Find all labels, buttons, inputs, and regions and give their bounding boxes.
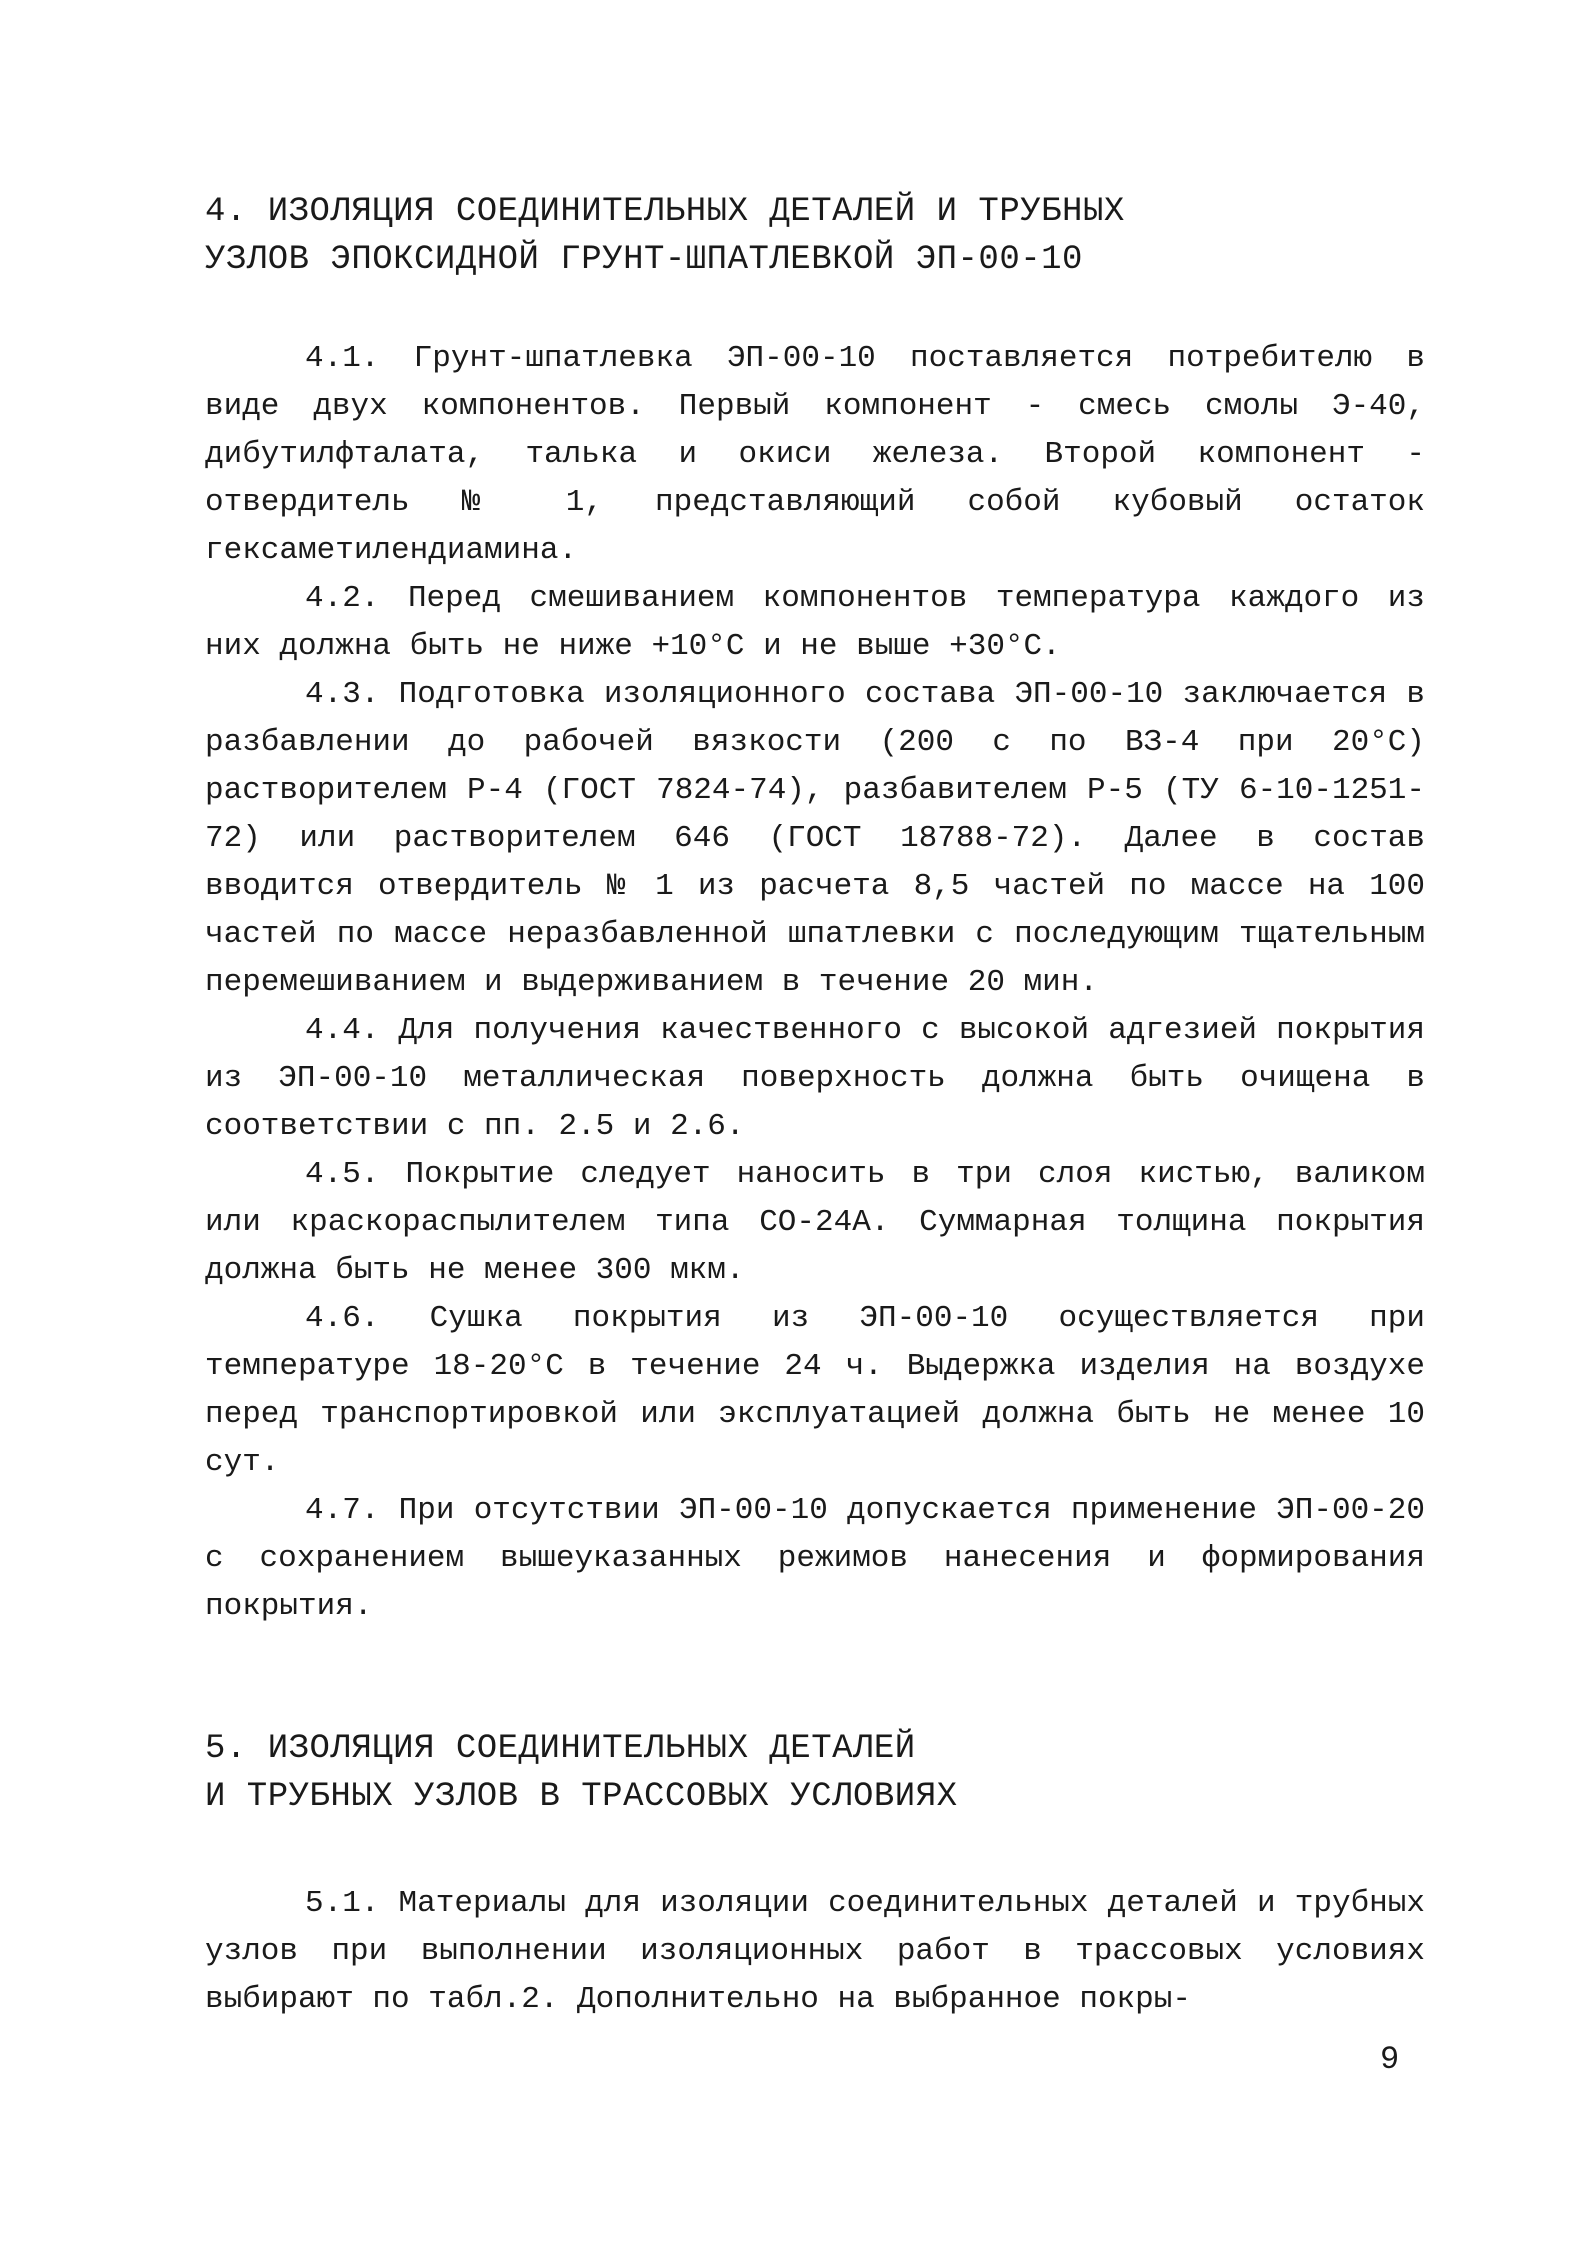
paragraph-4-1: 4.1. Грунт-шпатлевка ЭП-00-10 поставляется потребителю в виде двух компонентов. Первый компонент - смесь смолы Э-40, дибутилфталата, талька и окиси железа. Второй компонент - отвердитель № 1, представляющий собой кубовый остаток гексаметилендиамина. — [205, 341, 1425, 568]
section-4-heading — [205, 188, 1125, 284]
page-number: 9 — [1380, 2041, 1400, 2078]
paragraph-4-4: 4.4. Для получения качественного с высокой адгезией покрытия из ЭП-00-10 металлическая поверхность должна быть очищена в соответствии с пп. 2.5 и 2.6. — [205, 1013, 1425, 1144]
section-5-body — [205, 1880, 1425, 2024]
section-5-heading-line-1: 5. ИЗОЛЯЦИЯ СОЕДИНИТЕЛЬНЫХ ДЕТАЛЕЙ — [205, 1730, 916, 1768]
section-5-heading — [205, 1725, 958, 1821]
paragraph-4-7: 4.7. При отсутствии ЭП-00-10 допускается применение ЭП-00-20 с сохранением вышеуказанных режимов нанесения и формирования покрытия. — [205, 1493, 1425, 1624]
paragraph-4-2: 4.2. Перед смешиванием компонентов температура каждого из них должна быть не ниже +10°С и не выше +30°С. — [205, 581, 1425, 664]
paragraph-4-3: 4.3. Подготовка изоляционного состава ЭП-00-10 заключается в разбавлении до рабочей вязкости (200 с по ВЗ-4 при 20°С) растворителем Р-4 (ГОСТ 7824-74), разбавителем Р-5 (ТУ 6-10-1251-72) или растворителем 646 (ГОСТ 18788-72). Далее в состав вводится отвердитель № 1 из расчета 8,5 частей по массе на 100 частей по массе неразбавленной шпатлевки с последующим тщательным перемешиванием и выдерживанием в течение 20 мин. — [205, 677, 1425, 1000]
section-4-heading-line-1: 4. ИЗОЛЯЦИЯ СОЕДИНИТЕЛЬНЫХ ДЕТАЛЕЙ И ТРУБНЫХ — [205, 193, 1125, 231]
paragraph-5-1: 5.1. Материалы для изоляции соединительных деталей и трубных узлов при выполнении изоляционных работ в трассовых условиях выбирают по табл.2. Дополнительно на выбранное покры- — [205, 1886, 1425, 2017]
section-4-body — [205, 335, 1425, 1631]
paragraph-4-6: 4.6. Сушка покрытия из ЭП-00-10 осуществляется при температуре 18-20°С в течение 24 ч. Выдержка изделия на воздухе перед транспортировкой или эксплуатацией должна быть не менее 10 сут. — [205, 1301, 1425, 1480]
section-5-heading-line-2: И ТРУБНЫХ УЗЛОВ В ТРАССОВЫХ УСЛОВИЯХ — [205, 1778, 958, 1816]
paragraph-4-5: 4.5. Покрытие следует наносить в три слоя кистью, валиком или краскораспылителем типа СО-24А. Суммарная толщина покрытия должна быть не менее 300 мкм. — [205, 1157, 1425, 1288]
section-4-heading-line-2: УЗЛОВ ЭПОКСИДНОЙ ГРУНТ-ШПАТЛЕВКОЙ ЭП-00-10 — [205, 241, 1083, 279]
